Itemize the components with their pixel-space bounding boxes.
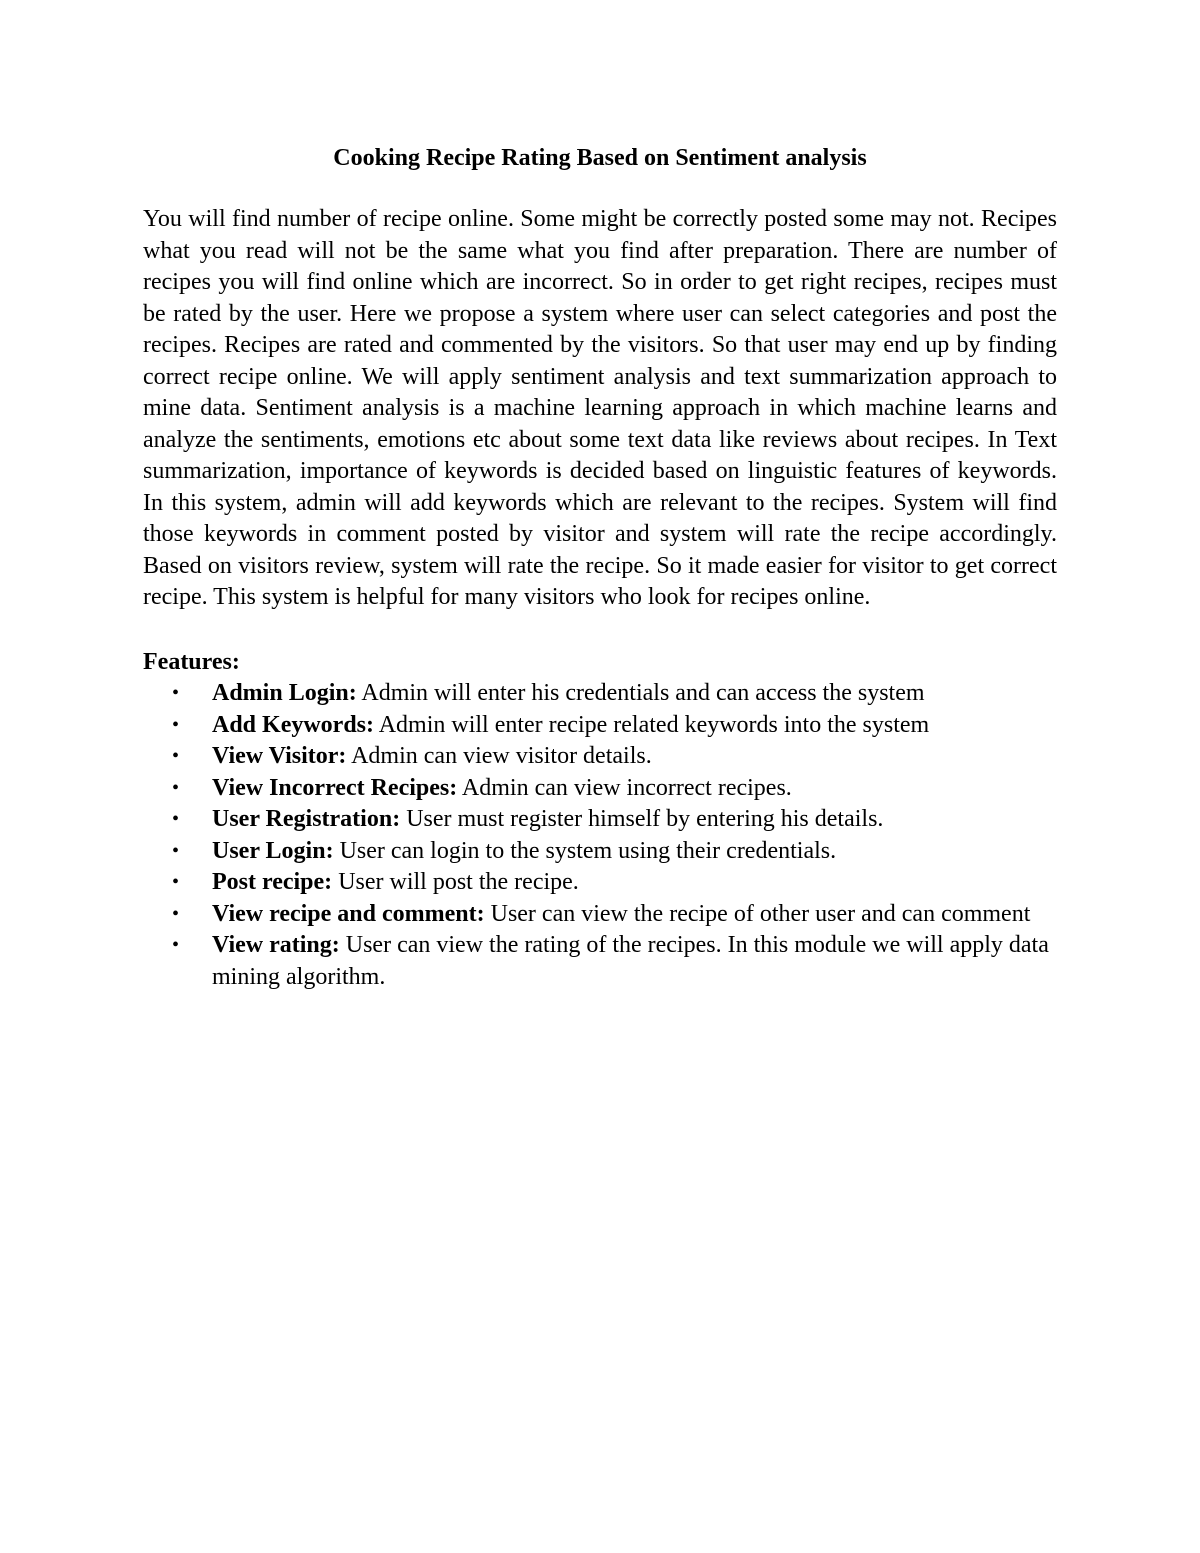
description-paragraph: You will find number of recipe online. Some might be correctly posted some may not. Recipes what you read will not be the same what you find after preparation. There are number of recipes you will find online which are incorrect. So in order to get right recipes, recipes must be rated by the user. Here we propose a system where user can select categories and post the recipes. Recipes are rated and commented by the visitors. So that user may end up by finding correct recipe online. We will apply sentiment analysis and text summarization approach to mine data. Sentiment analysis is a machine learning approach in which machine learns and analyze the sentiments, emotions etc about some text data like reviews about recipes. In Text summarization, importance of keywords is decided based on linguistic features of keywords. In this system, admin will add keywords which are relevant to the recipes. System will find those keywords in comment posted by visitor and system will rate the recipe accordingly. Based on visitors review, system will rate the recipe. So it made easier for visitor to get correct recipe. This system is helpful for many visitors who look for recipes online. bbox=[143, 206, 1057, 610]
feature-item bbox=[143, 710, 1057, 742]
bullet-icon: • bbox=[172, 808, 180, 830]
feature-description: Admin will enter his credentials and can access the system bbox=[356, 680, 925, 706]
bullet-icon: • bbox=[172, 682, 180, 704]
bullet-icon: • bbox=[172, 839, 180, 862]
feature-description: Admin can view incorrect recipes. bbox=[457, 774, 792, 801]
feature-term: View recipe and comment: bbox=[212, 900, 485, 927]
bullet-icon: • bbox=[172, 713, 180, 736]
feature-term: View Visitor: bbox=[212, 743, 347, 769]
feature-item bbox=[143, 773, 1057, 805]
feature-item bbox=[143, 678, 1057, 710]
feature-description: Admin will enter recipe related keywords into the system bbox=[374, 711, 930, 738]
feature-description: Admin can view visitor details. bbox=[346, 743, 652, 769]
feature-item bbox=[143, 899, 1057, 931]
feature-item bbox=[143, 836, 1057, 868]
feature-term: User Login: bbox=[212, 837, 334, 864]
bullet-icon: • bbox=[172, 934, 180, 956]
feature-description: User can login to the system using their credentials. bbox=[333, 837, 837, 864]
feature-term: Admin Login: bbox=[212, 680, 357, 706]
feature-item bbox=[143, 867, 1057, 899]
features-heading: Features: bbox=[143, 648, 240, 675]
feature-term: Post recipe: bbox=[212, 869, 333, 895]
bullet-icon: • bbox=[172, 902, 180, 925]
feature-description: User can view the rating of the recipes. In this module we will apply data mining algorithm. bbox=[212, 932, 1049, 990]
feature-description: User must register himself by entering his details. bbox=[400, 806, 884, 832]
document-page bbox=[143, 142, 1057, 993]
bullet-icon: • bbox=[172, 871, 180, 893]
feature-term: User Registration: bbox=[212, 806, 401, 832]
feature-term: View rating: bbox=[212, 932, 340, 958]
feature-term: Add Keywords: bbox=[212, 711, 375, 738]
document-title: Cooking Recipe Rating Based on Sentiment analysis bbox=[333, 145, 867, 171]
feature-description: User will post the recipe. bbox=[332, 869, 579, 895]
feature-description: User can view the recipe of other user and can comment bbox=[484, 900, 1031, 927]
feature-term: View Incorrect Recipes: bbox=[212, 774, 458, 801]
bullet-icon: • bbox=[172, 776, 180, 799]
feature-item bbox=[143, 804, 1057, 836]
feature-item bbox=[143, 930, 1057, 993]
feature-item bbox=[143, 741, 1057, 773]
features-list bbox=[143, 678, 1057, 993]
bullet-icon: • bbox=[172, 745, 180, 767]
